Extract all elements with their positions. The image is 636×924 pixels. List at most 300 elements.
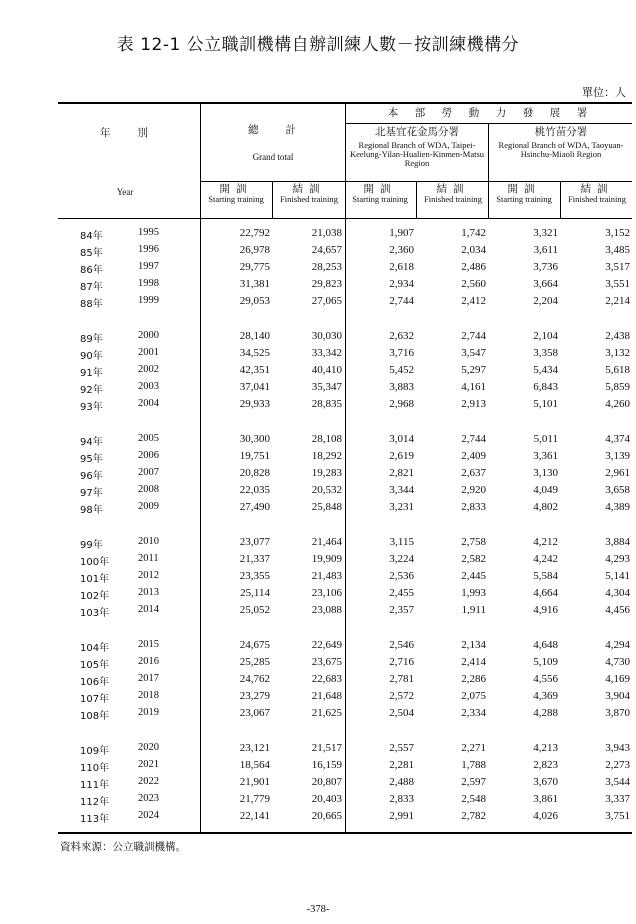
- row-value-cell: 35,347: [311, 381, 342, 394]
- row-value-cell: 33,342: [311, 347, 342, 360]
- row-value-cell: 23,067: [239, 707, 270, 720]
- row-value-cell: 19,283: [311, 467, 342, 480]
- row-year-roc: 84年: [80, 231, 103, 242]
- table-row: [0, 776, 636, 792]
- row-value-cell: 3,904: [605, 690, 630, 703]
- table-row: [0, 501, 636, 517]
- row-value-cell: 2,618: [389, 261, 414, 274]
- row-year-ad: 2009: [138, 501, 159, 513]
- row-value-cell: 2,758: [461, 536, 486, 548]
- table-row: [0, 261, 636, 277]
- row-year-ad: 2011: [138, 553, 159, 565]
- row-value-cell: 20,403: [311, 793, 342, 806]
- row-value-cell: 3,870: [605, 707, 630, 720]
- row-value-cell: 2,934: [389, 278, 414, 291]
- row-value-cell: 5,109: [533, 656, 558, 669]
- row-value-cell: 21,779: [239, 793, 270, 806]
- source-note: 資料來源：公立職訓機構。: [60, 841, 186, 853]
- row-value-cell: 21,464: [311, 536, 342, 548]
- row-value-cell: 3,551: [605, 278, 630, 291]
- table-row: [0, 450, 636, 466]
- row-year-ad: 2018: [138, 690, 159, 702]
- row-value-cell: 2,204: [533, 295, 558, 308]
- row-value-cell: 2,360: [389, 244, 414, 257]
- row-value-cell: 4,802: [533, 501, 558, 514]
- row-value-cell: 2,782: [461, 810, 486, 823]
- row-value-cell: 4,369: [533, 690, 558, 703]
- row-value-cell: 20,665: [311, 810, 342, 823]
- table-row: [0, 810, 636, 826]
- row-value-cell: 31,381: [239, 278, 270, 291]
- row-value-cell: 3,132: [605, 347, 630, 360]
- row-value-cell: 2,913: [461, 398, 486, 411]
- row-value-cell: 3,670: [533, 776, 558, 789]
- row-value-cell: 2,414: [461, 656, 486, 669]
- row-value-cell: 3,736: [533, 261, 558, 274]
- row-year-roc: 91年: [80, 368, 103, 380]
- subheader-starting-en: Starting training: [208, 193, 264, 204]
- row-value-cell: 3,883: [389, 381, 414, 394]
- total-header-en: Grand total: [252, 152, 294, 162]
- table-row: [0, 553, 636, 569]
- row-value-cell: 24,762: [239, 673, 270, 686]
- row-value-cell: 25,114: [240, 587, 270, 600]
- row-year-roc: 100年: [80, 557, 110, 569]
- row-value-cell: 2,281: [389, 759, 414, 772]
- row-value-cell: 3,943: [605, 742, 630, 754]
- row-value-cell: 2,438: [605, 330, 630, 342]
- branch2-header-en: Regional Branch of WDA, Taoyuan-Hsinchu-Miaoli Region: [498, 140, 624, 159]
- row-value-cell: 25,848: [311, 501, 342, 514]
- row-value-cell: 3,152: [605, 227, 630, 239]
- row-value-cell: 3,344: [389, 484, 414, 497]
- row-year-roc: 86年: [80, 265, 103, 277]
- row-value-cell: 3,884: [605, 536, 630, 548]
- row-value-cell: 40,410: [311, 364, 342, 377]
- row-year-ad: 2013: [138, 587, 159, 599]
- row-value-cell: 19,909: [311, 553, 342, 566]
- row-value-cell: 3,361: [533, 450, 558, 463]
- row-value-cell: 1,742: [461, 227, 486, 239]
- table-row: [0, 278, 636, 294]
- row-value-cell: 29,823: [311, 278, 342, 291]
- row-year-roc: 105年: [80, 660, 110, 672]
- row-value-cell: 3,130: [533, 467, 558, 480]
- row-value-cell: 20,532: [311, 484, 342, 497]
- row-value-cell: 3,224: [389, 553, 414, 566]
- row-value-cell: 22,683: [311, 673, 342, 686]
- row-value-cell: 1,993: [461, 587, 486, 600]
- row-year-ad: 2021: [138, 759, 159, 771]
- row-value-cell: 23,279: [239, 690, 270, 703]
- table-row: [0, 227, 636, 243]
- row-value-cell: 2,412: [461, 295, 486, 308]
- row-year-ad: 2016: [138, 656, 159, 668]
- row-value-cell: 5,618: [605, 364, 630, 377]
- table-row: [0, 364, 636, 380]
- subheader-starting: [491, 184, 557, 203]
- row-year-roc: 90年: [80, 351, 103, 363]
- row-value-cell: 21,625: [311, 707, 342, 720]
- row-year-ad: 2017: [138, 673, 159, 685]
- table-title: 表 12-1 公立職訓機構自辦訓練人數－按訓練機構分: [116, 35, 520, 55]
- row-value-cell: 2,334: [461, 707, 486, 720]
- row-year-ad: 1998: [138, 278, 159, 290]
- row-value-cell: 2,357: [389, 604, 414, 617]
- row-value-cell: 1,788: [461, 759, 486, 772]
- row-value-cell: 4,294: [605, 639, 630, 651]
- page-number: -378-: [306, 904, 330, 915]
- row-year-roc: 109年: [80, 746, 110, 757]
- row-year-roc: 103年: [80, 608, 110, 620]
- row-value-cell: 1,907: [389, 227, 414, 239]
- row-value-cell: 2,968: [389, 398, 414, 411]
- row-value-cell: 22,649: [311, 639, 342, 651]
- row-year-ad: 2001: [138, 347, 159, 359]
- subheader-finished: [420, 184, 486, 203]
- table-row: [0, 484, 636, 500]
- row-year-ad: 2022: [138, 776, 159, 788]
- row-value-cell: 22,141: [239, 810, 270, 823]
- table-row: [0, 793, 636, 809]
- row-value-cell: 4,730: [605, 656, 630, 669]
- row-value-cell: 4,556: [533, 673, 558, 686]
- row-year-ad: 2014: [138, 604, 159, 616]
- row-value-cell: 3,664: [533, 278, 558, 291]
- row-value-cell: 34,525: [239, 347, 270, 360]
- subheader-finished: [276, 184, 342, 203]
- row-value-cell: 2,597: [461, 776, 486, 789]
- table-row: [0, 330, 636, 346]
- row-year-roc: 107年: [80, 694, 110, 706]
- row-value-cell: 5,297: [461, 364, 486, 377]
- row-value-cell: 4,288: [533, 707, 558, 720]
- row-year-roc: 88年: [80, 299, 103, 311]
- row-value-cell: 5,434: [533, 364, 558, 377]
- row-value-cell: 5,859: [605, 381, 630, 394]
- row-value-cell: 20,807: [311, 776, 342, 789]
- row-value-cell: 42,351: [239, 364, 270, 377]
- row-value-cell: 4,213: [533, 742, 558, 754]
- row-year-ad: 1995: [138, 227, 159, 238]
- row-value-cell: 25,052: [239, 604, 270, 617]
- row-value-cell: 3,014: [389, 433, 414, 445]
- row-value-cell: 5,141: [605, 570, 630, 583]
- row-value-cell: 2,821: [389, 467, 414, 480]
- row-year-ad: 2008: [138, 484, 159, 496]
- row-year-roc: 89年: [80, 334, 103, 345]
- row-year-roc: 112年: [80, 797, 110, 809]
- year-header: 年 別: [100, 127, 150, 139]
- row-value-cell: 2,271: [461, 742, 486, 754]
- row-value-cell: 29,053: [239, 295, 270, 308]
- subheader-finished-zh: 結訓: [580, 183, 614, 195]
- row-value-cell: 3,485: [605, 244, 630, 257]
- row-value-cell: 2,034: [461, 244, 486, 257]
- row-year-roc: 108年: [80, 711, 110, 723]
- row-value-cell: 18,564: [239, 759, 270, 772]
- row-value-cell: 3,321: [533, 227, 558, 239]
- row-year-roc: 97年: [80, 488, 103, 500]
- subheader-starting: [203, 184, 269, 203]
- row-value-cell: 2,833: [389, 793, 414, 806]
- row-value-cell: 2,488: [389, 776, 414, 789]
- agency-header: 本 部 勞 動 力 發 展 署: [387, 107, 591, 119]
- row-value-cell: 4,664: [533, 587, 558, 600]
- total-header: 總 計: [248, 124, 298, 136]
- subheader-starting-zh: 開訓: [219, 183, 253, 195]
- row-value-cell: 2,504: [389, 707, 414, 720]
- row-value-cell: 27,490: [239, 501, 270, 514]
- sub-divider: [416, 181, 417, 219]
- row-value-cell: 27,065: [311, 295, 342, 308]
- row-value-cell: 2,546: [389, 639, 414, 651]
- row-value-cell: 3,337: [605, 793, 630, 806]
- row-value-cell: 1,911: [461, 604, 486, 617]
- row-value-cell: 20,828: [239, 467, 270, 480]
- row-value-cell: 23,675: [311, 656, 342, 669]
- row-value-cell: 3,861: [533, 793, 558, 806]
- row-year-roc: 111年: [80, 780, 110, 792]
- row-year-roc: 92年: [80, 385, 103, 397]
- subheader-starting-en: Starting training: [496, 193, 552, 204]
- subheader-finished-en: Finished training: [424, 193, 482, 204]
- row-value-cell: 2,445: [461, 570, 486, 583]
- table-row: [0, 604, 636, 620]
- branch1-header: 北基宜花金馬分署: [375, 126, 459, 138]
- row-value-cell: 4,161: [461, 381, 486, 394]
- row-value-cell: 4,389: [605, 501, 630, 514]
- subheader-finished-zh: 結訓: [436, 183, 470, 195]
- row-year-roc: 104年: [80, 643, 110, 654]
- row-year-roc: 106年: [80, 677, 110, 689]
- row-value-cell: 2,582: [461, 553, 486, 566]
- row-value-cell: 2,486: [461, 261, 486, 274]
- row-year-ad: 1997: [138, 261, 159, 273]
- row-value-cell: 4,648: [533, 639, 558, 651]
- row-value-cell: 23,106: [311, 587, 342, 600]
- row-value-cell: 37,041: [239, 381, 270, 394]
- branch2-header: 桃竹苗分署: [534, 126, 588, 138]
- row-year-ad: 2005: [138, 433, 159, 444]
- row-value-cell: 30,030: [311, 330, 342, 342]
- row-value-cell: 3,544: [605, 776, 630, 789]
- row-value-cell: 2,991: [389, 810, 414, 823]
- table-row: [0, 639, 636, 655]
- row-year-ad: 2024: [138, 810, 159, 822]
- row-value-cell: 2,833: [461, 501, 486, 514]
- row-value-cell: 2,744: [389, 295, 414, 308]
- table-row: [0, 381, 636, 397]
- row-year-roc: 110年: [80, 763, 110, 775]
- row-value-cell: 4,456: [605, 604, 630, 617]
- subheader-starting: [347, 184, 413, 203]
- row-year-ad: 2007: [138, 467, 159, 479]
- year-header-en: Year: [116, 187, 134, 197]
- row-year-roc: 95年: [80, 454, 103, 466]
- row-value-cell: 5,011: [533, 433, 558, 445]
- row-year-roc: 94年: [80, 437, 103, 448]
- row-year-ad: 2020: [138, 742, 159, 753]
- sub-divider: [560, 181, 561, 219]
- row-value-cell: 19,751: [239, 450, 270, 463]
- table-row: [0, 295, 636, 311]
- row-value-cell: 2,716: [389, 656, 414, 669]
- row-value-cell: 3,547: [461, 347, 486, 360]
- row-value-cell: 4,916: [533, 604, 558, 617]
- row-value-cell: 2,632: [389, 330, 414, 342]
- row-value-cell: 29,933: [239, 398, 270, 411]
- row-value-cell: 4,260: [605, 398, 630, 411]
- row-value-cell: 6,843: [533, 381, 558, 394]
- row-value-cell: 2,920: [461, 484, 486, 497]
- row-value-cell: 4,242: [533, 553, 558, 566]
- row-year-roc: 101年: [80, 574, 110, 586]
- row-value-cell: 4,374: [605, 433, 630, 445]
- row-value-cell: 2,536: [389, 570, 414, 583]
- row-value-cell: 4,293: [605, 553, 630, 566]
- row-value-cell: 5,101: [533, 398, 558, 411]
- row-value-cell: 2,637: [461, 467, 486, 480]
- row-value-cell: 4,026: [533, 810, 558, 823]
- subheader-finished-en: Finished training: [280, 193, 338, 204]
- table-row: [0, 536, 636, 552]
- row-value-cell: 25,285: [239, 656, 270, 669]
- row-value-cell: 3,231: [389, 501, 414, 514]
- row-value-cell: 23,088: [311, 604, 342, 617]
- row-year-ad: 2019: [138, 707, 159, 719]
- row-year-ad: 2003: [138, 381, 159, 393]
- table-row: [0, 656, 636, 672]
- row-year-roc: 85年: [80, 248, 103, 260]
- row-year-ad: 2006: [138, 450, 159, 462]
- row-value-cell: 2,409: [461, 450, 486, 463]
- table-row: [0, 759, 636, 775]
- table-row: [0, 570, 636, 586]
- table-row: [0, 673, 636, 689]
- row-year-roc: 113年: [80, 814, 110, 826]
- row-value-cell: 2,560: [461, 278, 486, 291]
- row-value-cell: 3,751: [605, 810, 630, 823]
- row-year-ad: 2004: [138, 398, 159, 410]
- row-value-cell: 5,452: [389, 364, 414, 377]
- row-value-cell: 28,140: [239, 330, 270, 342]
- row-value-cell: 21,483: [311, 570, 342, 583]
- row-year-ad: 2000: [138, 330, 159, 341]
- row-value-cell: 2,075: [461, 690, 486, 703]
- row-value-cell: 2,744: [461, 330, 486, 342]
- row-value-cell: 3,658: [605, 484, 630, 497]
- row-value-cell: 4,169: [605, 673, 630, 686]
- unit-label: 單位：人: [582, 86, 626, 99]
- row-value-cell: 2,619: [389, 450, 414, 463]
- row-value-cell: 29,775: [239, 261, 270, 274]
- row-value-cell: 2,104: [533, 330, 558, 342]
- subheader-starting-en: Starting training: [352, 193, 408, 204]
- row-value-cell: 2,134: [461, 639, 486, 651]
- row-year-ad: 2010: [138, 536, 159, 547]
- sub-divider: [272, 181, 273, 219]
- row-year-roc: 96年: [80, 471, 103, 483]
- row-year-ad: 1996: [138, 244, 159, 256]
- row-value-cell: 21,517: [311, 742, 342, 754]
- row-value-cell: 28,108: [311, 433, 342, 445]
- row-year-ad: 2015: [138, 639, 159, 650]
- row-value-cell: 2,214: [605, 295, 630, 308]
- row-value-cell: 2,548: [461, 793, 486, 806]
- row-value-cell: 5,584: [533, 570, 558, 583]
- row-value-cell: 21,337: [239, 553, 270, 566]
- row-year-ad: 2023: [138, 793, 159, 805]
- row-value-cell: 3,115: [389, 536, 414, 548]
- subheader-starting-zh: 開訓: [507, 183, 541, 195]
- row-value-cell: 23,077: [239, 536, 270, 548]
- row-value-cell: 21,038: [311, 227, 342, 239]
- row-value-cell: 3,139: [605, 450, 630, 463]
- subheader-starting-zh: 開訓: [363, 183, 397, 195]
- row-value-cell: 24,657: [311, 244, 342, 257]
- row-value-cell: 2,744: [461, 433, 486, 445]
- row-value-cell: 28,835: [311, 398, 342, 411]
- row-value-cell: 3,358: [533, 347, 558, 360]
- row-value-cell: 3,611: [533, 244, 558, 257]
- row-year-roc: 99年: [80, 540, 103, 551]
- row-value-cell: 21,901: [239, 776, 270, 789]
- table-row: [0, 707, 636, 723]
- row-value-cell: 4,212: [533, 536, 558, 548]
- row-year-ad: 2012: [138, 570, 159, 582]
- row-value-cell: 2,823: [533, 759, 558, 772]
- subheader-finished-zh: 結訓: [292, 183, 326, 195]
- row-value-cell: 22,792: [239, 227, 270, 239]
- row-value-cell: 22,035: [239, 484, 270, 497]
- row-year-ad: 2002: [138, 364, 159, 376]
- row-value-cell: 2,961: [605, 467, 630, 480]
- row-value-cell: 3,517: [605, 261, 630, 274]
- row-value-cell: 23,121: [239, 742, 270, 754]
- row-year-ad: 1999: [138, 295, 159, 307]
- row-value-cell: 2,781: [389, 673, 414, 686]
- subheader-finished: [564, 184, 630, 203]
- table-row: [0, 467, 636, 483]
- row-year-roc: 93年: [80, 402, 103, 414]
- table-row: [0, 690, 636, 706]
- agency-rule: [345, 123, 632, 124]
- branch1-header-en: Regional Branch of WDA, Taipei-Keelung-Yilan-Hualien-Kinmen-Matsu Region: [349, 140, 485, 168]
- row-year-roc: 98年: [80, 505, 103, 517]
- row-value-cell: 2,273: [605, 759, 630, 772]
- branch-divider: [488, 123, 489, 219]
- table-row: [0, 398, 636, 414]
- row-value-cell: 16,159: [311, 759, 342, 772]
- row-value-cell: 24,675: [239, 639, 270, 651]
- row-value-cell: 28,253: [311, 261, 342, 274]
- table-row: [0, 433, 636, 449]
- row-value-cell: 4,049: [533, 484, 558, 497]
- row-value-cell: 23,355: [239, 570, 270, 583]
- table-row: [0, 742, 636, 758]
- row-value-cell: 3,716: [389, 347, 414, 360]
- row-value-cell: 30,300: [239, 433, 270, 445]
- row-value-cell: 18,292: [311, 450, 342, 463]
- row-year-roc: 87年: [80, 282, 103, 294]
- row-value-cell: 2,455: [389, 587, 414, 600]
- row-value-cell: 21,648: [311, 690, 342, 703]
- table-row: [0, 587, 636, 603]
- row-value-cell: 26,978: [239, 244, 270, 257]
- table-row: [0, 347, 636, 363]
- row-year-roc: 102年: [80, 591, 110, 603]
